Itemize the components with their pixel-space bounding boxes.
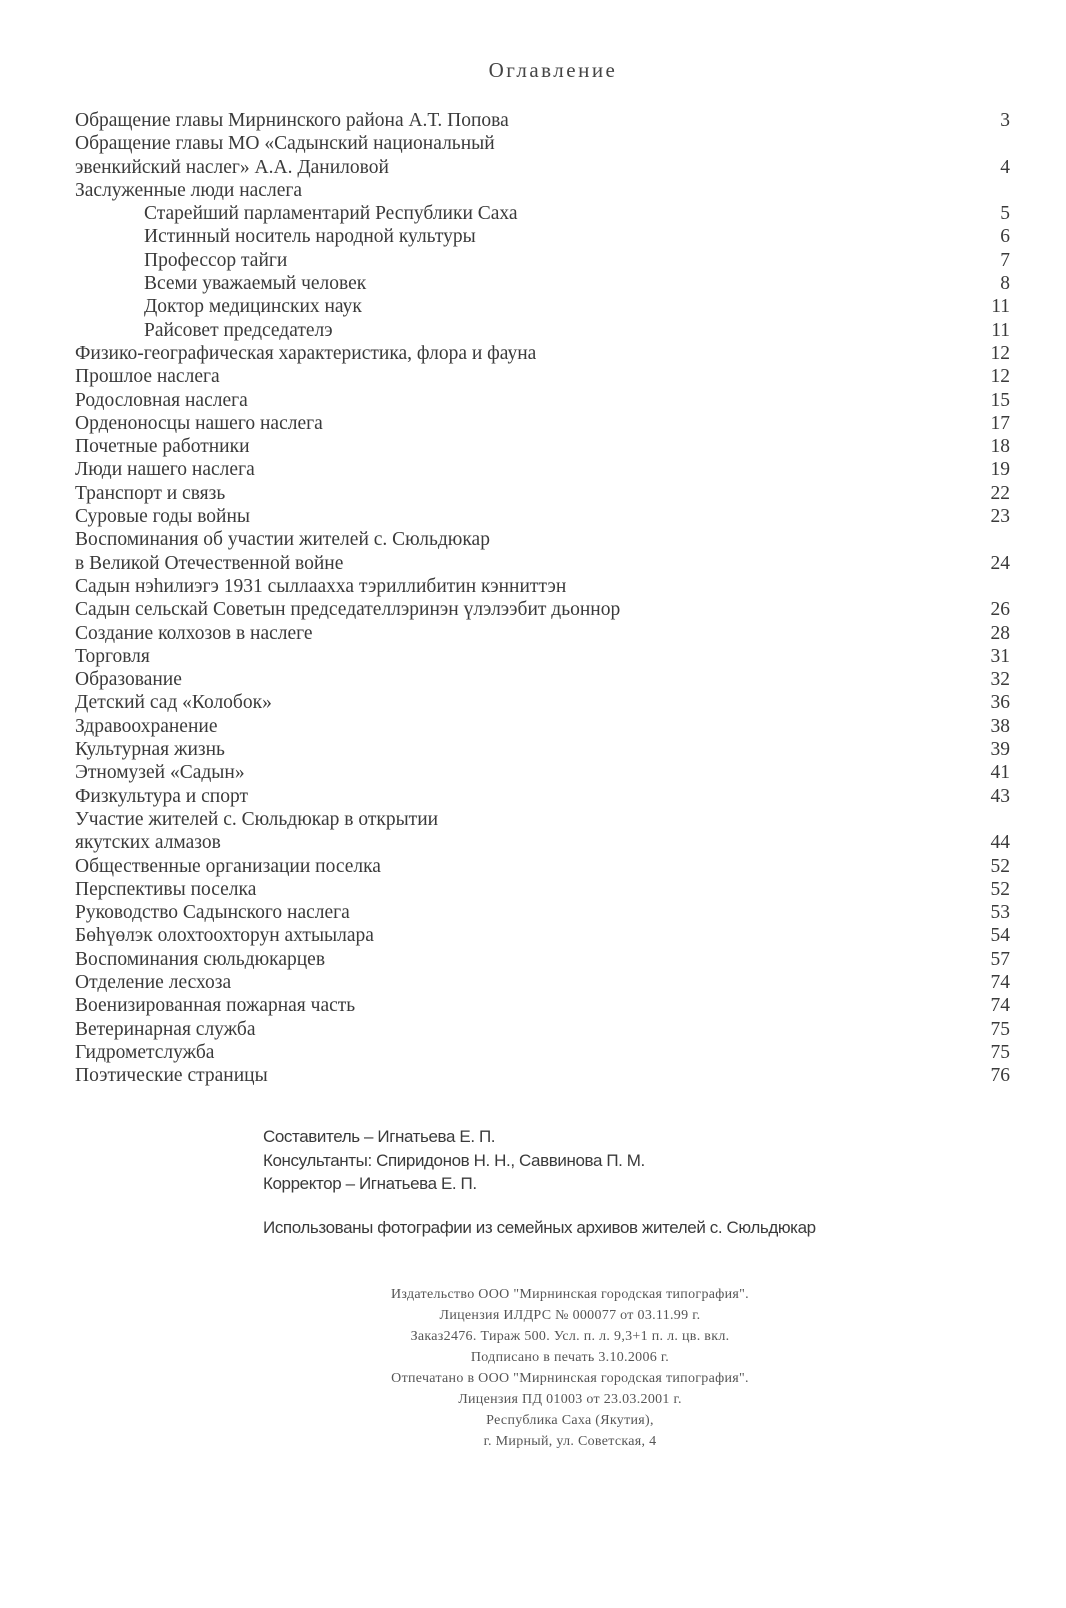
toc-entry[interactable]	[75, 109, 1010, 132]
toc-entry-title: Физико-географическая характеристика, флора и фауна	[75, 342, 537, 364]
toc-entry-page-number: 17	[990, 412, 1010, 434]
toc-entry[interactable]	[75, 994, 1010, 1017]
toc-entry-page-number: 7	[1000, 249, 1010, 271]
toc-entry-page-number: 52	[990, 855, 1010, 877]
compiler-line: Составитель – Игнатьева Е. П.	[263, 1127, 496, 1146]
toc-entry-page-number: 44	[990, 832, 1010, 854]
toc-entry[interactable]	[75, 971, 1010, 994]
toc-entry-title: Люди нашего наслега	[75, 459, 255, 481]
toc-entry-title: Всеми уважаемый человек	[144, 273, 367, 295]
toc-entry-title: Родословная наслега	[75, 389, 248, 411]
toc-entry-title: Почетные работники	[75, 436, 250, 458]
toc-entry[interactable]	[75, 691, 1010, 714]
toc-entry[interactable]	[75, 901, 1010, 924]
toc-entry[interactable]	[75, 319, 1010, 342]
toc-entry[interactable]	[75, 715, 1010, 738]
toc-entry-title: Садын сельскай Советын председателлэринэн үлэлээбит дьоннор	[75, 599, 621, 621]
toc-entry-title: Доктор медицинских наук	[144, 296, 362, 318]
colophon-line: Подписано в печать 3.10.2006 г.	[470, 1350, 670, 1365]
toc-entry[interactable]	[75, 179, 1010, 202]
table-of-contents	[75, 109, 1010, 1087]
toc-entry-page-number: 75	[990, 1018, 1010, 1040]
toc-entry-title: Этномузей «Садын»	[75, 762, 245, 784]
toc-entry[interactable]	[75, 1041, 1010, 1064]
toc-entry[interactable]	[75, 831, 1010, 854]
toc-entry[interactable]	[75, 668, 1010, 691]
toc-entry-title: Поэтические страницы	[75, 1065, 268, 1087]
credits-block	[263, 1125, 645, 1196]
toc-entry-page-number: 19	[990, 459, 1010, 481]
toc-entry-page-number: 41	[990, 762, 1010, 784]
toc-entry-title: Обращение главы МО «Садынский национальный	[75, 133, 495, 155]
toc-entry-title: Прошлое наслега	[75, 366, 220, 388]
toc-entry-page-number: 43	[990, 785, 1010, 807]
toc-entry-page-number: 5	[1000, 203, 1010, 225]
toc-entry-title: эвенкийский наслег» А.А. Даниловой	[75, 156, 389, 178]
toc-entry-title: Истинный носитель народной культуры	[144, 226, 476, 248]
colophon-line: Республика Саха (Якутия),	[486, 1413, 654, 1428]
toc-entry-title: Обращение главы Мирнинского района А.Т. Попова	[75, 110, 509, 131]
toc-entry-title: Перспективы поселка	[75, 878, 257, 900]
toc-entry-title: Руководство Садынского наслега	[75, 902, 350, 924]
toc-entry-page-number: 23	[990, 506, 1010, 528]
toc-entry[interactable]	[75, 924, 1010, 947]
toc-entry-title: Райсовет председателэ	[144, 319, 333, 341]
toc-entry-title: Участие жителей с. Сюльдюкар в открытии	[75, 808, 439, 830]
toc-entry-page-number: 24	[990, 552, 1010, 574]
toc-entry-title: Садын нэһилиэгэ 1931 сыллаахха тэриллибитин кэнниттэн	[75, 575, 567, 597]
toc-entry-title: Физкультура и спорт	[75, 785, 248, 807]
toc-entry-page-number: 53	[990, 902, 1010, 924]
toc-entry-title: в Великой Отечественной войне	[75, 552, 344, 574]
toc-entry-page-number: 28	[990, 622, 1010, 644]
toc-entry-title: Воспоминания об участии жителей с. Сюльдюкар	[75, 529, 490, 551]
toc-entry-title: Военизированная пожарная часть	[75, 995, 356, 1017]
toc-entry-title: Торговля	[75, 645, 150, 667]
toc-entry-title: Бөһүөлэк олохтоохторун ахтыылара	[75, 925, 374, 947]
toc-entry-title: Транспорт и связь	[75, 482, 226, 504]
toc-entry-title: Детский сад «Колобок»	[75, 692, 272, 714]
colophon	[300, 1284, 840, 1452]
proofreader-line: Корректор – Игнатьева Е. П.	[263, 1174, 477, 1193]
toc-entry-page-number: 8	[1000, 273, 1010, 295]
toc-entry[interactable]	[75, 1018, 1010, 1041]
toc-entry[interactable]	[75, 132, 1010, 155]
toc-entry[interactable]	[75, 878, 1010, 901]
toc-entry[interactable]	[75, 435, 1010, 458]
toc-entry-page-number: 11	[991, 296, 1010, 318]
toc-entry[interactable]	[75, 598, 1010, 621]
toc-entry-page-number: 31	[990, 645, 1010, 667]
toc-entry[interactable]	[75, 365, 1010, 388]
consultants-line: Консультанты: Спиридонов Н. Н., Саввинова П. М.	[263, 1150, 645, 1170]
toc-entry-title: Профессор тайги	[144, 249, 288, 271]
colophon-line: Лицензия ИЛДРС № 000077 от 03.11.99 г.	[439, 1308, 701, 1323]
toc-entry-title: Отделение лесхоза	[75, 971, 232, 993]
toc-entry-page-number: 57	[990, 948, 1010, 970]
toc-entry[interactable]	[75, 389, 1010, 412]
toc-entry-page-number: 39	[990, 739, 1010, 761]
colophon-line: Заказ2476. Тираж 500. Усл. п. л. 9,3+1 п. л. цв. вкл.	[410, 1329, 730, 1344]
toc-entry[interactable]	[75, 645, 1010, 668]
toc-entry-page-number: 15	[990, 389, 1010, 411]
toc-entry-page-number: 3	[1000, 110, 1010, 131]
toc-entry-page-number: 38	[990, 715, 1010, 737]
toc-entry-title: Ветеринарная служба	[75, 1018, 256, 1040]
toc-entry-title: Культурная жизнь	[75, 739, 225, 761]
toc-entry[interactable]	[75, 761, 1010, 784]
toc-entry[interactable]	[75, 808, 1010, 831]
toc-entry-page-number: 4	[1000, 156, 1010, 178]
toc-entry[interactable]	[75, 482, 1010, 505]
toc-entry[interactable]	[75, 785, 1010, 808]
toc-entry[interactable]	[75, 622, 1010, 645]
toc-entry-title: Суровые годы войны	[75, 506, 251, 528]
toc-entry[interactable]	[75, 342, 1010, 365]
toc-entry[interactable]	[75, 272, 1010, 295]
toc-entry-title: Воспоминания сюльдюкарцев	[75, 948, 326, 970]
toc-entry-title: Создание колхозов в наслеге	[75, 622, 313, 644]
toc-entry-page-number: 6	[1000, 226, 1010, 248]
toc-entry[interactable]	[75, 528, 1010, 551]
toc-entry-title: Старейший парламентарий Республики Саха	[144, 203, 518, 225]
toc-entry-page-number: 54	[990, 925, 1010, 947]
toc-entry[interactable]	[75, 738, 1010, 761]
toc-entry-title: Заслуженные люди наслега	[75, 179, 303, 201]
colophon-line: г. Мирный, ул. Советская, 4	[483, 1434, 657, 1449]
toc-entry-page-number: 76	[990, 1065, 1010, 1087]
toc-entry-page-number: 18	[990, 436, 1010, 458]
toc-entry[interactable]	[75, 552, 1010, 575]
colophon-line: Отпечатано в ООО "Мирнинская городская типография".	[391, 1371, 749, 1386]
toc-entry-title: Гидрометслужба	[75, 1041, 215, 1063]
toc-entry-page-number: 74	[990, 971, 1010, 993]
toc-entry-title: якутских алмазов	[75, 832, 221, 854]
toc-entry-page-number: 36	[990, 692, 1010, 714]
toc-entry-page-number: 22	[990, 482, 1010, 504]
toc-entry-page-number: 74	[990, 995, 1010, 1017]
colophon-line: Издательство ООО "Мирнинская городская типография".	[391, 1287, 749, 1302]
toc-entry[interactable]	[75, 1064, 1010, 1087]
toc-entry[interactable]	[75, 225, 1010, 248]
toc-entry-title: Здравоохранение	[75, 715, 218, 737]
toc-entry[interactable]	[75, 505, 1010, 528]
toc-entry[interactable]	[75, 948, 1010, 971]
toc-entry[interactable]	[75, 458, 1010, 481]
colophon-line: Лицензия ПД 01003 от 23.03.2001 г.	[458, 1392, 682, 1407]
toc-entry[interactable]	[75, 575, 1010, 598]
toc-entry-title: Орденоносцы нашего наслега	[75, 412, 323, 434]
toc-entry-page-number: 75	[990, 1041, 1010, 1063]
toc-entry[interactable]	[75, 156, 1010, 179]
toc-entry-title: Образование	[75, 669, 182, 691]
toc-entry[interactable]	[75, 855, 1010, 878]
toc-entry[interactable]	[75, 202, 1010, 225]
toc-entry[interactable]	[75, 249, 1010, 272]
toc-entry[interactable]	[75, 295, 1010, 318]
toc-entry-page-number: 11	[991, 319, 1010, 341]
toc-entry-page-number: 26	[990, 599, 1010, 621]
photo-credit-line: Использованы фотографии из семейных архивов жителей с. Сюльдюкар	[263, 1218, 816, 1237]
toc-entry[interactable]	[75, 412, 1010, 435]
toc-entry-page-number: 32	[990, 669, 1010, 691]
toc-entry-page-number: 12	[990, 366, 1010, 388]
page-title: Оглавление	[488, 58, 618, 82]
toc-entry-title: Общественные организации поселка	[75, 855, 381, 877]
toc-entry-page-number: 12	[990, 342, 1010, 364]
toc-entry-page-number: 52	[990, 878, 1010, 900]
